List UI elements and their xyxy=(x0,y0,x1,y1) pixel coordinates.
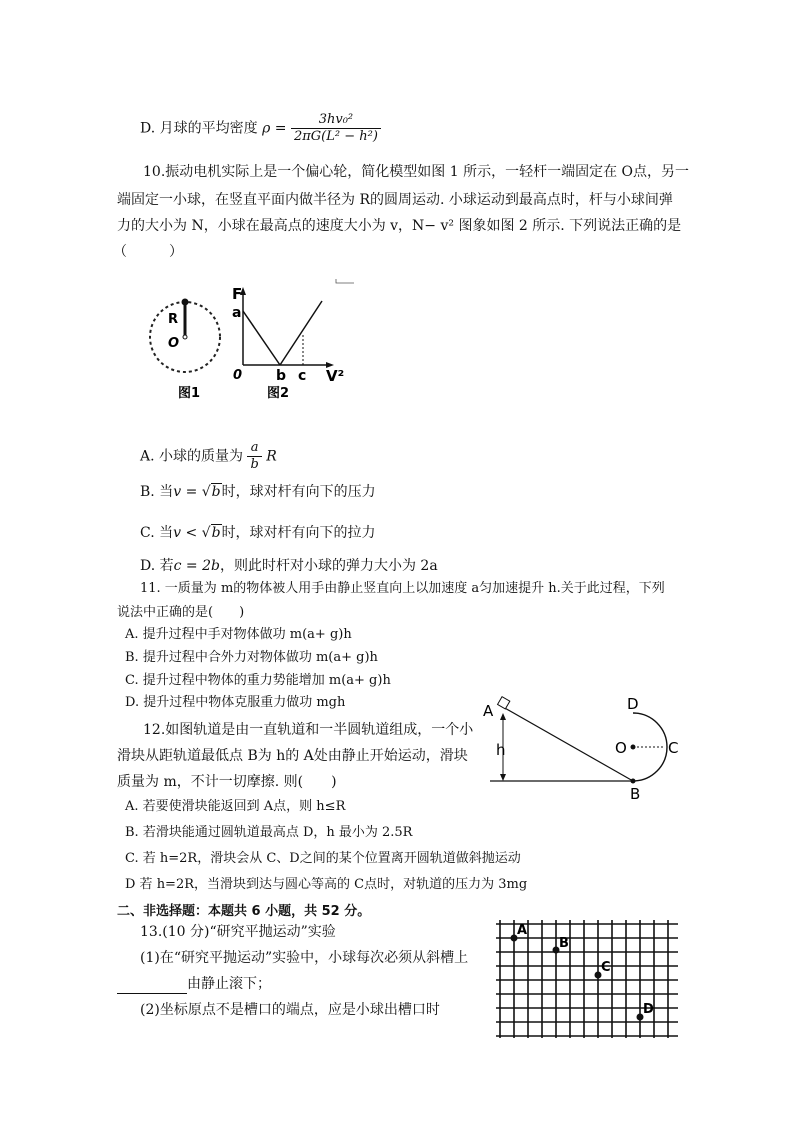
label-c: C xyxy=(668,739,679,757)
fig1-ball xyxy=(182,299,189,306)
center-o-point xyxy=(631,745,636,750)
q10-option-a-num: a xyxy=(250,440,259,455)
q10-option-a-den: b xyxy=(247,456,261,473)
fig1-pivot xyxy=(183,335,187,339)
q13-line-2 xyxy=(117,974,271,994)
height-arrow-top xyxy=(500,713,506,720)
grid-label-c: C xyxy=(601,960,611,975)
q13-fill-in-blank[interactable] xyxy=(117,979,187,994)
fig1-caption: 图1 xyxy=(178,386,201,401)
q12-track-figure xyxy=(475,695,690,805)
q12-option-c: C. 若 h=2R，滑块会从 C、D之间的某个位置离开圆轨道做斜抛运动 xyxy=(125,851,521,866)
q10-option-b-math: v = xyxy=(173,484,202,500)
incline-track xyxy=(503,707,633,781)
q13-grid-figure xyxy=(496,920,681,1040)
q10-option-b-post: 时，球对杆有向下的压力 xyxy=(221,484,376,500)
q10-option-d-math: c = 2b xyxy=(173,558,220,574)
q11-option-a: A. 提升过程中手对物体做功 m(a+ g)h xyxy=(125,627,352,642)
q10-line-2: 端固定一小球，在竖直平面内做半径为 R的圆周运动. 小球运动到最高点时，杆与小球间弹 xyxy=(117,192,673,208)
fig2-c-label: c xyxy=(298,368,307,384)
fig2-f-label: F xyxy=(232,285,243,303)
q10-option-d xyxy=(140,556,438,576)
q10-option-b xyxy=(140,482,376,502)
fig2-line-descending xyxy=(243,311,280,365)
slider-block xyxy=(498,697,510,709)
q10-option-c-math: v < xyxy=(173,525,202,541)
q13-line-1: 13.(10 分)“研究平抛运动”实验 xyxy=(140,924,336,940)
q10-option-a-fraction xyxy=(247,440,261,473)
fig2-v-label: V² xyxy=(326,367,345,385)
q10-option-c xyxy=(140,523,376,543)
fig1-r-label: R xyxy=(168,312,179,327)
q10-answer-bracket: （ ） xyxy=(113,244,183,260)
q11-line-1: 11. 一质量为 m的物体被人用手由静止竖直向上以加速度 a匀加速提升 h.关于此过程，下列 xyxy=(140,581,665,596)
q11-option-c: C. 提升过程中物体的重力势能增加 m(a+ g)h xyxy=(125,673,391,688)
label-h: h xyxy=(496,741,506,759)
point-b-dot xyxy=(631,779,636,784)
q9-option-d-label: D. 月球的平均密度 xyxy=(140,120,258,137)
q9-density-fraction xyxy=(291,112,381,145)
q10-option-c-sqrt-sign: √ xyxy=(201,525,211,541)
q12-line-1: 12.如图轨道是由一直轨道和一半圆轨道组成，一个小 xyxy=(143,722,474,738)
q10-option-b-sqrt-sign: √ xyxy=(201,484,211,500)
fig2-b-label: b xyxy=(276,368,287,384)
grid-label-a: A xyxy=(517,923,528,938)
fig2-line-ascending xyxy=(280,301,322,365)
q12-option-b: B. 若滑块能通过圆轨道最高点 D，h 最小为 2.5R xyxy=(125,825,413,840)
grid-label-b: B xyxy=(559,936,569,951)
q11-option-d: D. 提升过程中物体克服重力做功 mgh xyxy=(125,695,346,710)
q11-option-b: B. 提升过程中合外力对物体做功 m(a+ g)h xyxy=(125,650,378,665)
q13-line-2a: (1)在“研究平抛运动”实验中，小球每次必须从斜槽上 xyxy=(140,950,469,966)
label-d: D xyxy=(627,695,639,713)
corner-mark xyxy=(336,279,354,283)
q12-option-a: A. 若要使滑块能返回到 A点，则 h≤R xyxy=(125,799,346,814)
q13-line-3: (2)坐标原点不是槽口的端点，应是小球出槽口时 xyxy=(140,1002,440,1018)
q10-option-a xyxy=(140,440,277,473)
q10-option-b-radicand: b xyxy=(211,484,221,500)
q9-fraction-denominator: 2πG(L² − h²) xyxy=(291,128,381,145)
grid-label-d: D xyxy=(643,1002,654,1017)
q10-option-a-text: A. 小球的质量为 xyxy=(140,448,244,465)
q10-option-b-pre: B. 当 xyxy=(140,484,174,500)
fig2-origin-label: 0 xyxy=(233,368,243,383)
q10-option-d-pre: D. 若 xyxy=(140,558,174,574)
label-a: A xyxy=(483,702,494,720)
q12-option-d: D 若 h=2R，当滑块到达与圆心等高的 C点时，对轨道的压力为 3mg xyxy=(125,877,528,892)
label-o: O xyxy=(615,739,627,757)
q10-figures xyxy=(140,275,370,405)
fig1-o-label: O xyxy=(168,336,180,351)
q11-line-2: 说法中正确的是( ) xyxy=(117,605,245,620)
q10-line-1: 10.振动电机实际上是一个偏心轮，简化模型如图 1 所示，一轻杆一端固定在 O点，另一 xyxy=(143,164,689,180)
label-b: B xyxy=(630,785,641,803)
q10-option-c-pre: C. 当 xyxy=(140,525,174,541)
q9-density-symbol: ρ = xyxy=(262,120,287,137)
q10-option-d-post: ，则此时杆对小球的弹力大小为 2a xyxy=(219,558,438,574)
fig2-caption: 图2 xyxy=(267,386,290,401)
section-2-heading: 二、非选择题：本题共 6 小题，共 52 分。 xyxy=(117,904,371,919)
q12-line-2: 滑块从距轨道最低点 B为 h的 A处由静止开始运动，滑块 xyxy=(117,748,468,764)
q9-option-d xyxy=(140,112,381,145)
q12-line-3: 质量为 m，不计一切摩擦. 则( ) xyxy=(117,774,337,790)
q9-fraction-numerator: 3hv₀² xyxy=(318,112,354,127)
q10-option-c-post: 时，球对杆有向下的拉力 xyxy=(221,525,376,541)
fig2-a-label: a xyxy=(232,305,242,321)
height-arrow-bottom xyxy=(500,774,506,781)
q10-option-c-radicand: b xyxy=(211,525,221,541)
q10-option-a-r: R xyxy=(266,448,277,465)
q10-line-3: 力的大小为 N，小球在最高点的速度大小为 v，N− v² 图象如图 2 所示. 下列说法正确的是 xyxy=(117,218,682,234)
q13-line-2b: 由静止滚下； xyxy=(187,976,271,992)
